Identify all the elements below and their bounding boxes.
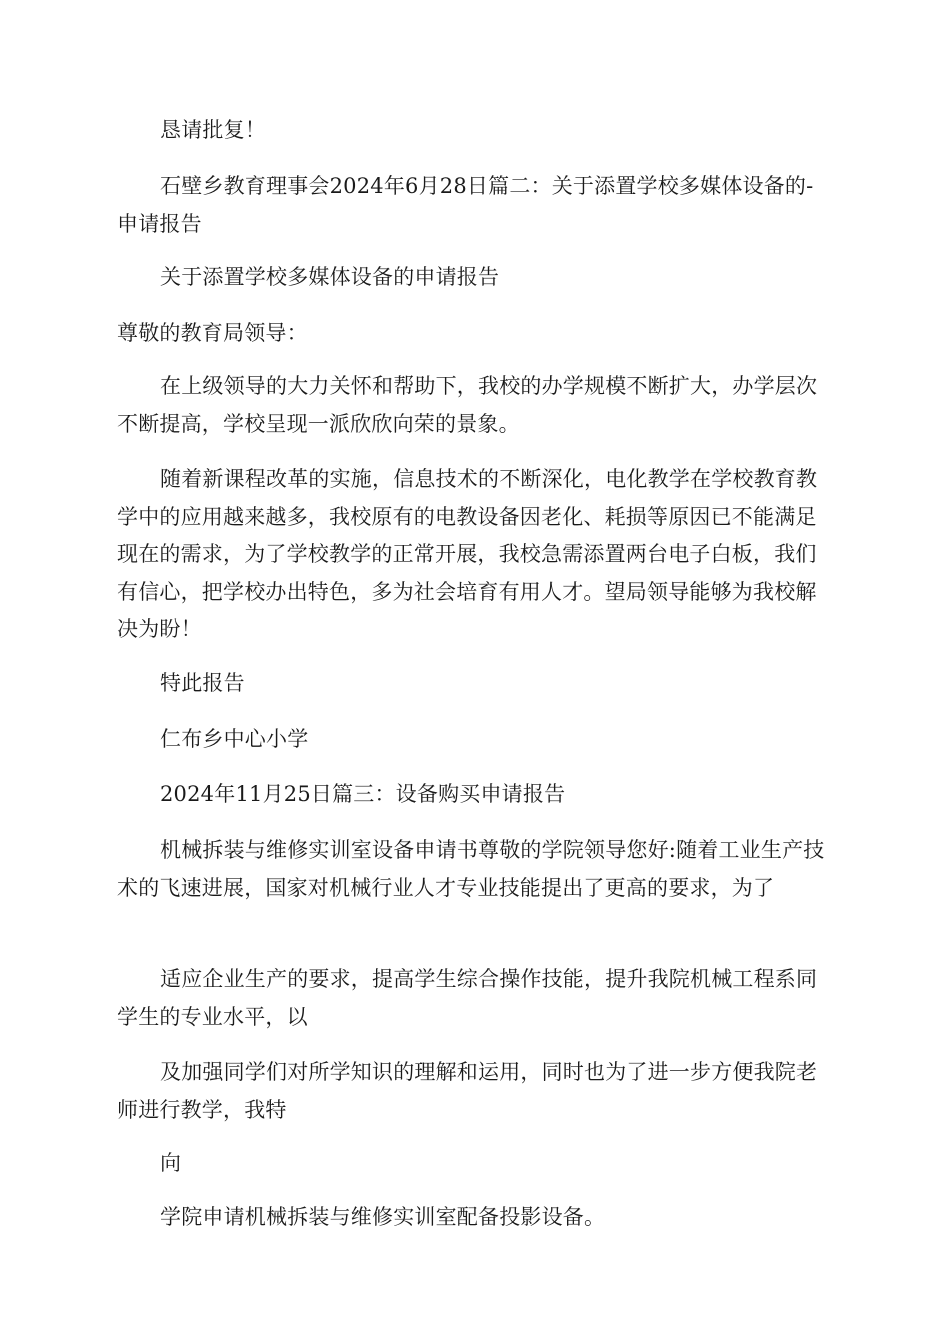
paragraph-school-name: 仁布乡中心小学: [160, 727, 309, 751]
paragraph-apply-projector: 学院申请机械拆装与维修实训室配备投影设备。: [160, 1205, 606, 1229]
paragraph-school-development: 在上级领导的大力关怀和帮助下，我校的办学规模不断扩大，办学层次不断提高，学校呈现一派欣欣向荣的景象。: [117, 374, 818, 436]
paragraph-signature-section-two-title: 石壁乡教育理事会2024年6月28日篇二：关于添置学校多媒体设备的-申请报告: [117, 174, 814, 236]
paragraph-hereby-report: 特此报告: [160, 671, 245, 695]
paragraph-report-title: 关于添置学校多媒体设备的申请报告: [160, 265, 500, 289]
paragraph-adapt-requirements: 适应企业生产的要求，提高学生综合操作技能，提升我院机械工程系同学生的专业水平，以: [117, 967, 818, 1029]
paragraph-toward: 向: [160, 1151, 182, 1175]
paragraph-strengthen-knowledge: 及加强同学们对所学知识的理解和运用，同时也为了进一步方便我院老师进行教学，我特: [117, 1060, 818, 1122]
paragraph-date-section-three: 2024年11月25日篇三：设备购买申请报告: [160, 782, 566, 806]
paragraph-lab-application-intro: 机械拆装与维修实训室设备申请书尊敬的学院领导您好:随着工业生产技术的飞速进展，国家对机械行业人才专业技能提出了更高的要求，为了: [117, 838, 825, 900]
paragraph-request-approval: 恳请批复！: [160, 118, 266, 142]
paragraph-equipment-need: 随着新课程改革的实施，信息技术的不断深化，电化教学在学校教育教学中的应用越来越多，我校原有的电教设备因老化、耗损等原因已不能满足现在的需求，为了学校教学的正常开展，我校急需添置两台电子白板，我们有信心，把学校办出特色，多为社会培育有用人才。望局领导能够为我校解决为盼！: [117, 467, 818, 641]
paragraph-salutation: 尊敬的教育局领导：: [117, 321, 308, 345]
